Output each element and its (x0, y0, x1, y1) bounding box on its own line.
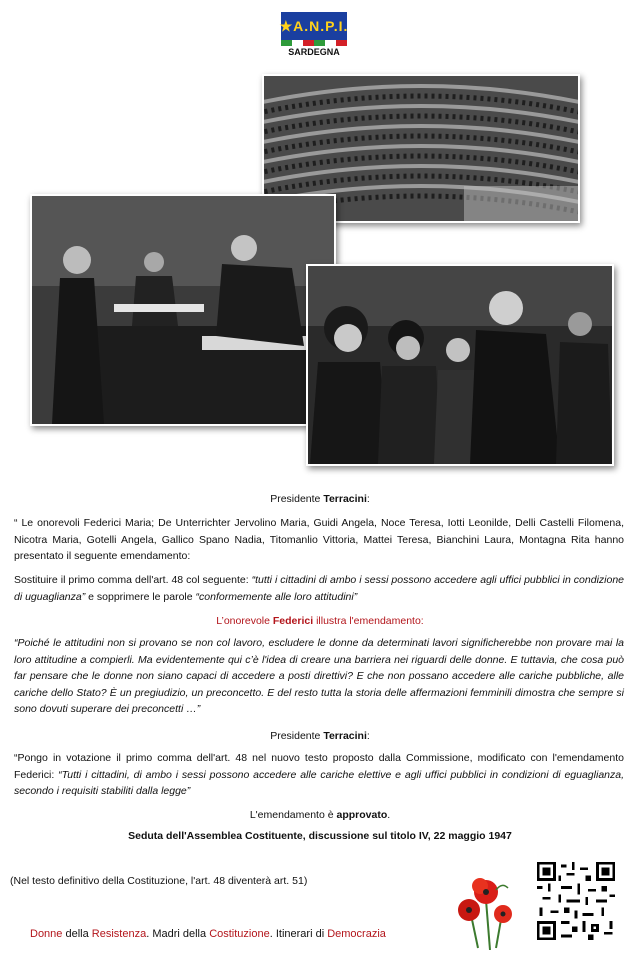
women-deputies-photo (306, 264, 614, 466)
amendment-intro-paragraph: “ Le onorevoli Federici Maria; De Unterrichter Jervolino Maria, Guidi Angela, Noce Teresa, Iotti Leonilde, Delli Castelli Filomena, Nicotra Maria, Gotelli Angela, Gallico Spano Nadia, Titomanlio Vittoria, Mattei Teresa, Bianchini Laura, Montagna Rita hanno presentato il seguente emendamento: (14, 517, 624, 562)
session-line: Seduta dell'Assemblea Costituente, discussione sul titolo IV, 22 maggio 1947 (128, 830, 512, 842)
speaker-heading-2 (20, 728, 620, 745)
illustration-name: Federici (272, 615, 314, 627)
logo-flag-stripes (281, 40, 347, 46)
illustration-tail: illustra l'emendamento: (313, 615, 424, 627)
logo-region: SARDEGNA (288, 47, 340, 57)
footer-word-resistenza: Resistenza (91, 928, 147, 940)
federici-speech-paragraph: “Poiché le attitudini non si provano se non col lavoro, escludere le donne da determinati lavori significherebbe non provare mai la loro attitudine a compierli. Ma evidentemente qui c’è l'idea di creare una barriera nei riguardi delle donne. E tuttavia, che cosa può far pensare che le donne non siano capaci di accedere a posti direttivi? E che non possano accedere alle cariche pubbliche, alle cariche dello Stato? È un pregiudizio, un preconcetto. E del resto tutta la storia delle affermazioni femminili dimostra che sempre si sono dovuti superare dei preconcetti …” (14, 637, 624, 715)
footer-text: . Madri della (146, 928, 210, 940)
approved-line (20, 807, 620, 824)
speaker-colon: : (366, 730, 370, 742)
vote-lead: “Pongo in votazione il primo comma dell'art. 48 nel nuovo testo proposto dalla Commissione, modificato con l'emendamento Federici: (14, 752, 624, 781)
speaker-title: Presidente (270, 730, 324, 742)
poppy-flowers-icon (456, 870, 518, 950)
amendment-quote: “tutti i cittadini di ambo i sessi possono accedere agli uffici pubblici in condizione di uguaglianza” (14, 574, 625, 603)
speaker-name: Terracini (323, 730, 367, 742)
speaker-heading-1 (20, 491, 620, 508)
approved-lead: L'emendamento è (249, 809, 337, 821)
amendment-lead: Sostituire il primo comma dell'art. 48 col seguente: (14, 574, 252, 586)
speaker-name: Terracini (323, 493, 367, 505)
speaker-title: Presidente (270, 493, 324, 505)
vote-paragraph (14, 750, 624, 800)
footer-text: della (62, 928, 92, 940)
vote-quote: “Tutti i cittadini, di ambo i sessi possono accedere alle cariche elettive e agli uffici pubblici in condizioni di eguaglianza, secondo i requisiti stabiliti dalla legge” (14, 768, 625, 797)
footer-text: . Itinerari di (269, 928, 328, 940)
footer-word-democrazia: Democrazia (327, 928, 386, 940)
footer-word-costituzione: Costituzione (209, 928, 270, 940)
ceremony-photo (30, 194, 336, 426)
amendment-text-paragraph (14, 572, 624, 605)
illustration-heading (20, 613, 620, 630)
footer-slogan (30, 928, 450, 940)
amendment-removed-words: “conformemente alle loro attitudini” (195, 590, 358, 603)
speaker-colon: : (366, 493, 370, 505)
final-note: (Nel testo definitivo della Costituzione, l'art. 48 diventerà art. 51) (10, 875, 308, 887)
footer-word-donne: Donne (30, 928, 63, 940)
approved-word: approvato (336, 809, 388, 821)
anpi-logo (281, 12, 347, 58)
amendment-connector: e sopprimere le parole (85, 590, 196, 603)
approved-period: . (387, 809, 391, 821)
qr-code[interactable] (537, 862, 615, 940)
logo-text: ★A.N.P.I. (281, 12, 347, 40)
illustration-lead: L’onorevole (216, 615, 273, 627)
